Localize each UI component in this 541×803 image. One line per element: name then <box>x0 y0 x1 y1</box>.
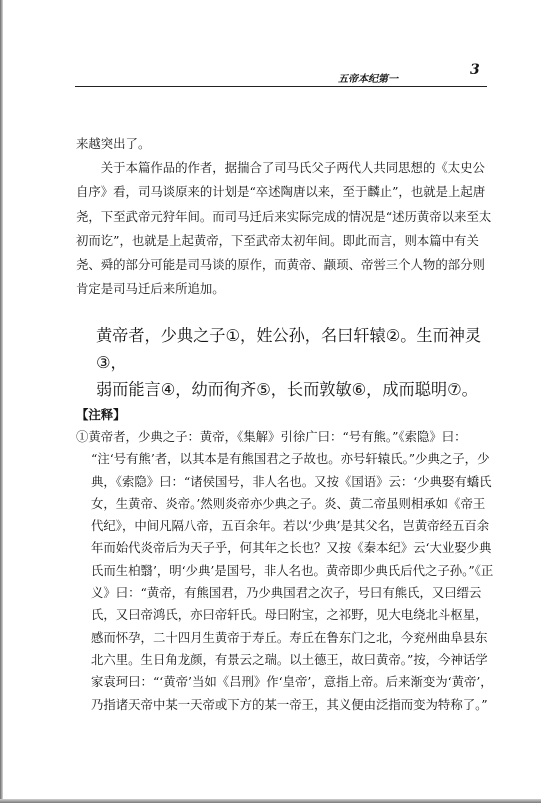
running-title: 五帝本纪第一 <box>338 74 398 85</box>
intro-continuation: 来越突出了。 <box>76 136 151 151</box>
intro-paragraph: 关于本篇作品的作者，据揣合了司马氏父子两代人共同思想的《太史公自序》看，司马谈原来的计划是“卒述陶唐以来，至于麟止”，也就是上起唐尧，下至武帝元狩年间。而司马迁后来实际完成的情况是“述历黄帝以来至太初而讫”，也就是上起黄帝，下至武帝太初年间。即此而言，则本篇中有关尧、舜的部分可能是司马谈的原作，而黄帝、颛顼、帝喾三个人物的部分则肯定是司马迁后来所追加。 <box>76 160 492 297</box>
note-1-first-line: ①黄帝者，少典之子：黄帝，《集解》引徐广曰：“号有熊。”《索隐》曰： <box>76 429 467 444</box>
intro-section <box>76 132 494 301</box>
source-line-1: 黄帝者，少典之子①，姓公孙，名曰轩辕②。生而神灵③， <box>96 326 482 372</box>
source-line-2: 弱而能言④，幼而徇齐⑤，长而敦敏⑥，成而聪明⑦。 <box>96 380 478 399</box>
notes-heading: 【注释】 <box>76 407 126 422</box>
source-text <box>96 322 506 403</box>
note-1 <box>76 426 494 716</box>
page-number: 3 <box>470 62 480 78</box>
header-rule <box>75 86 487 87</box>
note-1-body: “注‘号有熊’者，以其本是有熊国君之子故也。亦号轩辕氏。”少典之子，少典，《索隐》曰：“诸侯国号，非人名也。又按《国语》云：‘少典娶有蟜氏女，生黄帝、炎帝。’然则炎帝亦少典之子。炎、黄二帝虽则相承如《帝王代纪》，中间凡隔八帝，五百余年。若以‘少典’是其父名，岂黄帝经五百余年而始代炎帝后为天子乎，何其年之长也？又按《秦本纪》云‘大业娶少典氏而生柏翳’，明‘少典’是国号，非人名也。黄帝即少典氏后代之子孙。”《正义》曰：“黄帝，有熊国君，乃少典国君之次子，号曰有熊氏，又曰缙云氏，又曰帝鸿氏，亦曰帝轩氏。母曰附宝，之祁野，见大电绕北斗枢星，感而怀孕，二十四月生黄帝于寿丘。寿丘在鲁东门之北，今兖州曲阜县东北六里。生日角龙颜，有景云之瑞。以土德王，故曰黄帝。”按，今神话学家袁珂曰：“‘黄帝’当如《吕刑》作‘皇帝’，意指上帝。后来渐变为‘黄帝’，乃指诸天帝中某一天帝或下方的某一帝王，其义便由泛指而变为特称了。” <box>91 451 494 712</box>
